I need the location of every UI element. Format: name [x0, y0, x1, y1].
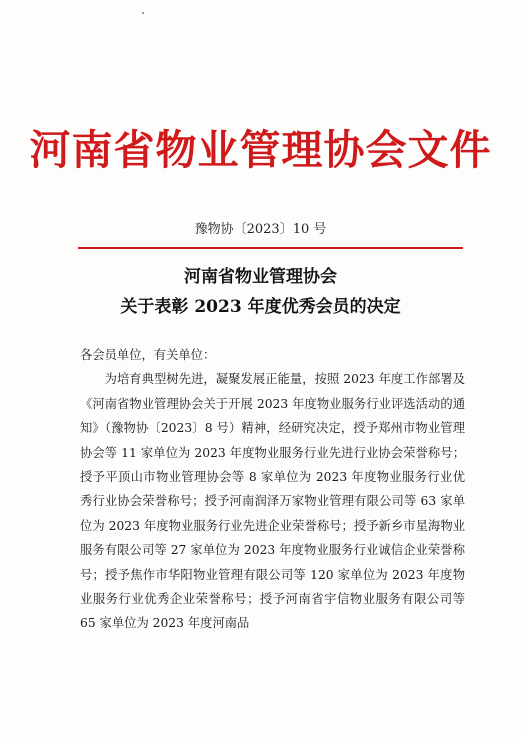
org-file-title: 河南省物业管理协会文件: [29, 126, 492, 174]
decision-title-line-2: 关于表彰 2023 年度优秀会员的决定: [120, 297, 401, 317]
decision-title-line-1: 河南省物业管理协会: [184, 267, 337, 287]
document-body: [80, 343, 465, 636]
red-separator-line: [78, 247, 463, 249]
body-paragraph: 为培育典型树先进，凝聚发展正能量，按照 2023 年度工作部署及《河南省物业管理协会关于开展 2023 年度物业服务行业评选活动的通知》（豫物协〔2023〕8 号）精神，经研究决定，授予郑州市物业管理协会等 11 家单位为 2023 年度物业服务行业先进行业协会荣誉称号；授予平顶山市物业管理协会等 8 家单位为 2023 年度物业服务行业优秀行业协会荣誉称号；授予河南润泽万家物业管理有限公司等 63 家单位为 2023 年度物业服务行业先进企业荣誉称号；授予新乡市星海物业服务有限公司等 27 家单位为 2023 年度物业服务行业诚信企业荣誉称号；授予焦作市华阳物业管理有限公司等 120 家单位为 2023 年度物业服务行业优秀企业荣誉称号；授予河南省宇信物业服务有限公司等 65 家单位为 2023 年度河南品: [80, 372, 465, 631]
document-number: 豫物协〔2023〕10 号: [194, 222, 327, 237]
salutation: 各会员单位，有关单位：: [80, 348, 216, 362]
scan-speck: [142, 12, 144, 14]
